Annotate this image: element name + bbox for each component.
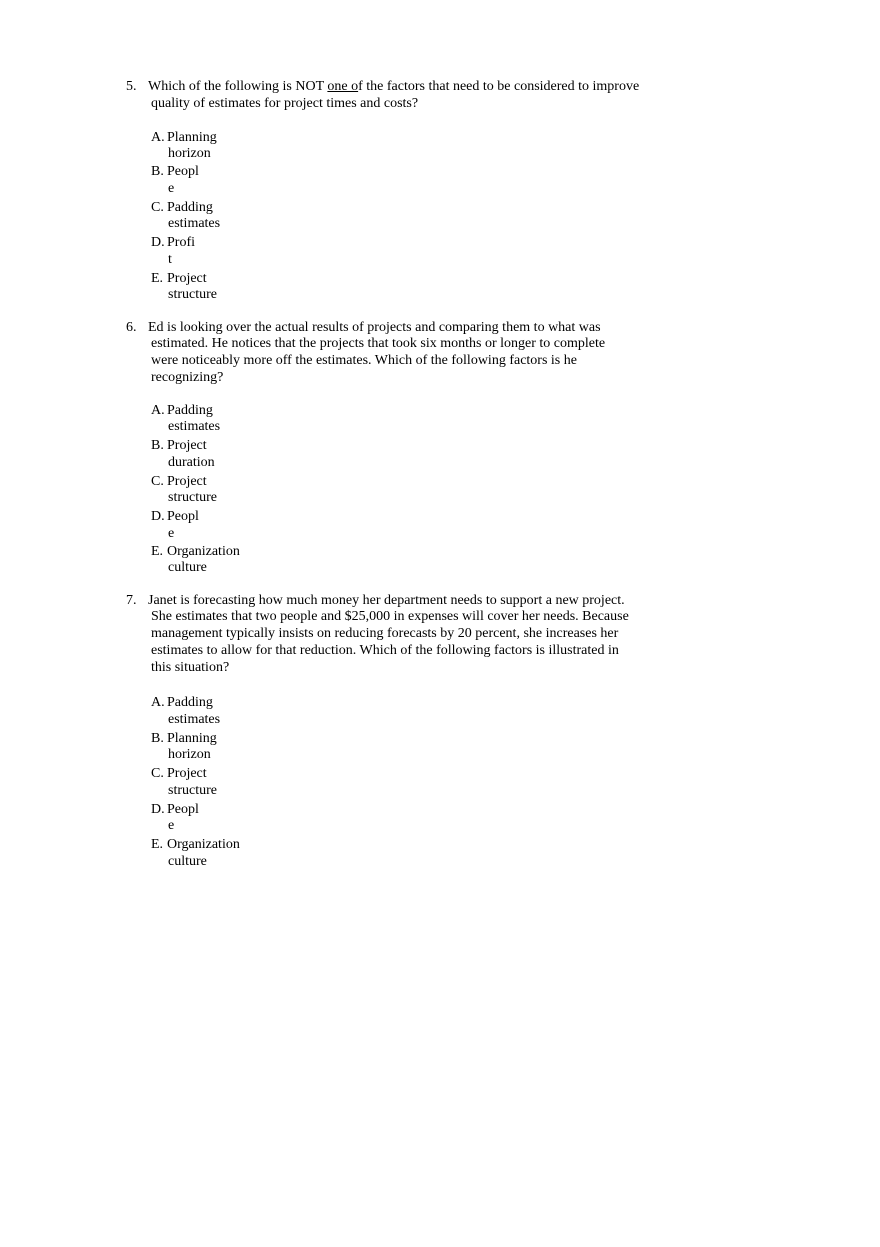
question-6-option-d-line-1: Peopl bbox=[167, 509, 199, 524]
question-7-option-e-letter: E. bbox=[151, 837, 164, 852]
question-5-option-e-line-1: Project bbox=[167, 271, 207, 286]
question-5-text-line-1 bbox=[148, 79, 639, 95]
question-7-option-a-line-2: estimates bbox=[168, 712, 221, 727]
question-5-text-underlined: one o bbox=[327, 79, 359, 94]
question-6-text-line-2: estimated. He notices that the projects that took six months or longer to complete bbox=[151, 336, 606, 351]
question-7-option-d-line-1: Peopl bbox=[167, 802, 199, 817]
question-6-option-a-letter: A. bbox=[151, 403, 165, 418]
question-5-option-b-line-1: Peopl bbox=[167, 164, 199, 179]
question-6-number: 6. bbox=[126, 320, 137, 335]
question-7-option-d-letter: D. bbox=[151, 802, 165, 817]
question-5-text-pre: Which of the following is NOT bbox=[148, 79, 328, 94]
question-6-option-b-line-1: Project bbox=[167, 438, 207, 453]
question-6-option-c-line-2: structure bbox=[168, 490, 217, 505]
question-6-text-line-1: Ed is looking over the actual results of projects and comparing them to what was bbox=[148, 320, 601, 335]
question-7-option-c-line-2: structure bbox=[168, 783, 217, 798]
question-6-option-e-line-2: culture bbox=[168, 560, 207, 575]
question-6-option-e-line-1: Organization bbox=[167, 544, 240, 559]
question-7-option-b-line-2: horizon bbox=[168, 747, 211, 762]
question-5-option-d-line-1: Profi bbox=[167, 235, 195, 250]
question-7-option-c-letter: C. bbox=[151, 766, 164, 781]
question-7-option-e-line-1: Organization bbox=[167, 837, 240, 852]
question-6-text-line-4: recognizing? bbox=[151, 370, 224, 385]
question-7-text-line-5: this situation? bbox=[151, 660, 230, 675]
question-7-option-a-line-1: Padding bbox=[167, 695, 213, 710]
question-5-option-a-line-1: Planning bbox=[167, 130, 217, 145]
question-7-option-e-line-2: culture bbox=[168, 854, 207, 869]
question-6-option-b-line-2: duration bbox=[168, 455, 215, 470]
question-7-text-line-4: estimates to allow for that reduction. Which of the following factors is illustrated in bbox=[151, 643, 619, 658]
question-6-option-d-letter: D. bbox=[151, 509, 165, 524]
question-6-option-c-line-1: Project bbox=[167, 474, 207, 489]
question-5-option-c-letter: C. bbox=[151, 200, 164, 215]
question-6-option-a-line-1: Padding bbox=[167, 403, 213, 418]
question-5-text-post: f the factors that need to be considered to improve bbox=[358, 79, 640, 94]
question-6-option-d-line-2: e bbox=[168, 526, 175, 541]
question-7-option-c-line-1: Project bbox=[167, 766, 207, 781]
question-5-option-b-line-2: e bbox=[168, 181, 175, 196]
question-5-option-a-line-2: horizon bbox=[168, 146, 211, 161]
question-7-option-b-line-1: Planning bbox=[167, 731, 217, 746]
question-6-option-e-letter: E. bbox=[151, 544, 164, 559]
question-7-option-a-letter: A. bbox=[151, 695, 165, 710]
question-5-option-d-line-2: t bbox=[168, 252, 172, 267]
question-7-text-line-1: Janet is forecasting how much money her department needs to support a new project. bbox=[148, 593, 625, 608]
question-5-option-c-line-1: Padding bbox=[167, 200, 213, 215]
question-5-number: 5. bbox=[126, 79, 137, 94]
question-7-text-line-3: management typically insists on reducing forecasts by 20 percent, she increases her bbox=[151, 626, 619, 641]
question-5-option-e-letter: E. bbox=[151, 271, 164, 286]
question-7-option-d-line-2: e bbox=[168, 818, 175, 833]
question-5-option-a-letter: A. bbox=[151, 130, 165, 145]
question-7-number: 7. bbox=[126, 593, 137, 608]
question-6-option-b-letter: B. bbox=[151, 438, 164, 453]
question-6-option-a-line-2: estimates bbox=[168, 419, 221, 434]
question-7-option-b-letter: B. bbox=[151, 731, 164, 746]
question-5-option-d-letter: D. bbox=[151, 235, 165, 250]
question-6-text-line-3: were noticeably more off the estimates. Which of the following factors is he bbox=[151, 353, 577, 368]
question-6-option-c-letter: C. bbox=[151, 474, 164, 489]
question-5-option-e-line-2: structure bbox=[168, 287, 217, 302]
question-5-option-b-letter: B. bbox=[151, 164, 164, 179]
question-5-option-c-line-2: estimates bbox=[168, 216, 221, 231]
question-5-text-line-2: quality of estimates for project times and costs? bbox=[151, 96, 419, 111]
question-7-text-line-2: She estimates that two people and $25,000 in expenses will cover her needs. Because bbox=[151, 609, 629, 624]
